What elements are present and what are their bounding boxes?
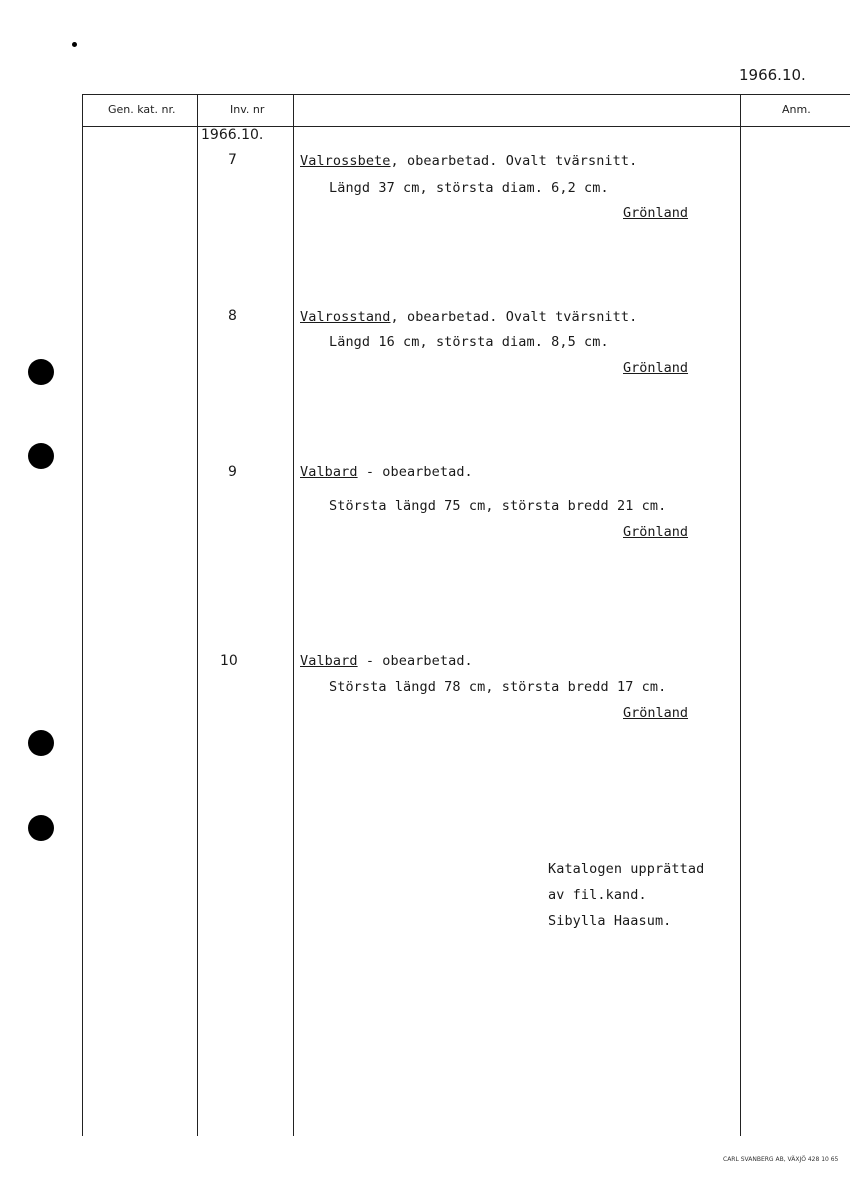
punch-hole	[28, 443, 54, 469]
printer-mark: CARL SVANBERG AB, VÄXJÖ 428 10 65	[723, 1156, 839, 1163]
signature-line-3: Sibylla Haasum.	[548, 913, 672, 929]
entry-detail: Största längd 78 cm, största bredd 17 cm.	[329, 679, 667, 695]
entry-place: Grönland	[623, 524, 689, 540]
entry-title	[300, 464, 473, 480]
date-code: 1966.10.	[739, 66, 806, 84]
signature-line-1: Katalogen upprättad	[548, 861, 705, 877]
column-line-left	[82, 94, 83, 1136]
inv-number: 8	[228, 308, 237, 324]
entry-detail: Största längd 75 cm, största bredd 21 cm.	[329, 498, 667, 514]
entry-title	[300, 653, 473, 669]
entry-title	[300, 153, 637, 169]
signature-line-2: av fil.kand.	[548, 887, 647, 903]
entry-rest: - obearbetad.	[357, 464, 473, 480]
punch-hole	[28, 815, 54, 841]
column-line-inv	[197, 94, 198, 1136]
punch-hole	[28, 730, 54, 756]
entry-detail: Längd 16 cm, största diam. 8,5 cm.	[329, 334, 609, 350]
punch-hole	[28, 359, 54, 385]
entry-name: Valbard	[300, 653, 358, 669]
header-anm: Anm.	[782, 103, 811, 116]
inv-number: 7	[228, 152, 237, 168]
entry-name: Valrosstand	[300, 309, 391, 325]
entry-place: Grönland	[623, 205, 689, 221]
entry-rest: , obearbetad. Ovalt tvärsnitt.	[390, 309, 638, 325]
column-line-anm	[740, 94, 741, 1136]
header-inv-nr: Inv. nr	[230, 103, 265, 116]
header-gen-kat: Gen. kat. nr.	[108, 103, 176, 116]
entry-rest: , obearbetad. Ovalt tvärsnitt.	[390, 153, 638, 169]
entry-place: Grönland	[623, 705, 689, 721]
entry-rest: - obearbetad.	[357, 653, 473, 669]
inv-number: 10	[220, 653, 238, 669]
inv-number: 9	[228, 464, 237, 480]
entry-detail: Längd 37 cm, största diam. 6,2 cm.	[329, 180, 609, 196]
entry-title	[300, 309, 637, 325]
entry-name: Valbard	[300, 464, 358, 480]
column-start-code: 1966.10.	[201, 127, 264, 143]
entry-name: Valrossbete	[300, 153, 391, 169]
entry-place: Grönland	[623, 360, 689, 376]
speck	[72, 42, 77, 47]
column-line-desc	[293, 94, 294, 1136]
